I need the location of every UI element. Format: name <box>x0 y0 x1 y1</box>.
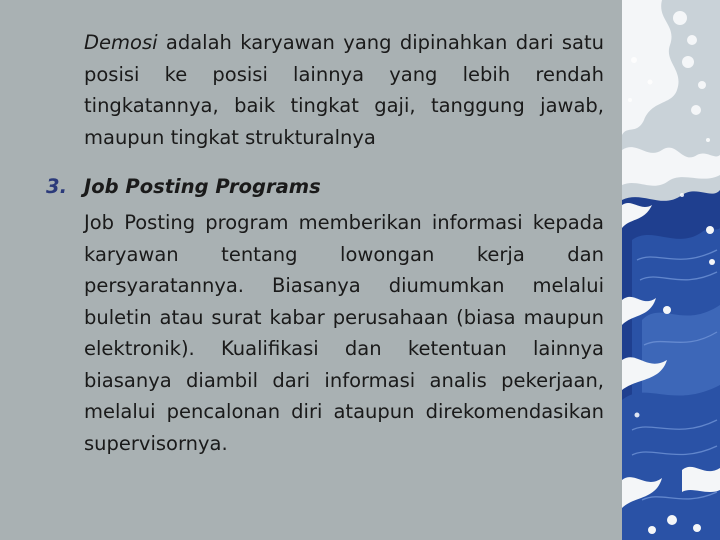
definition-term: Demosi <box>84 31 158 54</box>
wave-illustration <box>622 0 720 540</box>
wave-icon <box>622 0 720 540</box>
item-heading: Job Posting Programs <box>84 175 321 198</box>
item-number: 3. <box>46 175 67 198</box>
item-body: Job Posting program memberikan informasi kepada karyawan tentang lowongan kerja dan persyaratannya. Biasanya diumumkan melalui buletin atau surat kabar perusahaan (biasa maupun elektronik). Kualifikasi dan ketentuan lainnya biasanya diambil dari informasi analis pekerjaan, melalui pencalonan diri ataupun direkomendasikan supervisornya. <box>84 211 604 455</box>
definition-paragraph <box>84 27 604 153</box>
definition-text: adalah karyawan yang dipinahkan dari satu posisi ke posisi lainnya yang lebih rendah tingkatannya, baik tingkat gaji, tanggung jawab, maupun tingkat strukturalnya <box>84 31 604 149</box>
